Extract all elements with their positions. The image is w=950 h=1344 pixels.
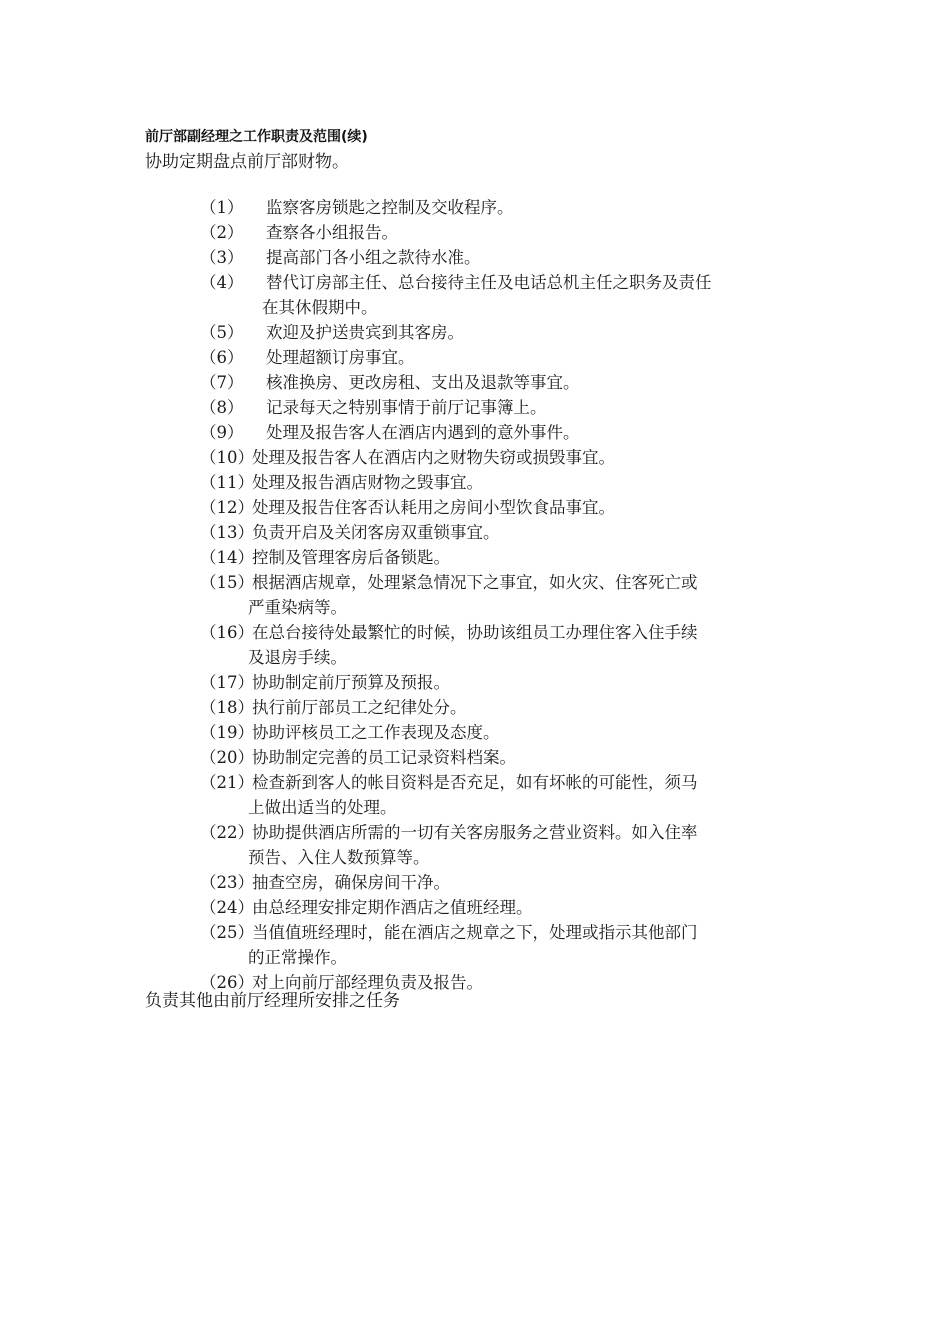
list-item xyxy=(200,445,820,470)
duty-list xyxy=(200,195,820,995)
item-text-block xyxy=(252,520,820,545)
item-number: （25） xyxy=(200,923,254,942)
closing-paragraph: 负责其他由前厅经理所安排之任务 xyxy=(145,991,400,1011)
item-number: （16） xyxy=(200,623,254,642)
item-text-block xyxy=(252,895,820,920)
item-text-block xyxy=(248,620,820,670)
item-number: （4） xyxy=(200,273,244,292)
page-title: 前厅部副经理之工作职责及范围(续) xyxy=(145,129,368,145)
item-text: 提高部门各小组之款待水准。 xyxy=(266,248,481,267)
item-text-block xyxy=(266,220,820,245)
item-text-block xyxy=(252,670,820,695)
item-number: （9） xyxy=(200,423,244,442)
item-text-block xyxy=(252,870,820,895)
list-item xyxy=(200,820,820,870)
item-text-block xyxy=(248,820,820,870)
list-item xyxy=(200,495,820,520)
item-number: （1） xyxy=(200,198,244,217)
item-number: （10） xyxy=(200,448,254,467)
item-text-block xyxy=(262,270,820,320)
list-item xyxy=(200,570,820,620)
item-text: 处理及报告客人在酒店内遇到的意外事件。 xyxy=(266,423,580,442)
item-number: （21） xyxy=(200,773,254,792)
item-number: （14） xyxy=(200,548,254,567)
item-text: 协助制定前厅预算及预报。 xyxy=(252,673,450,692)
item-number: （26） xyxy=(200,973,254,992)
item-text: 核准换房、更改房租、支出及退款等事宜。 xyxy=(266,373,580,392)
item-text-block xyxy=(252,745,820,770)
item-text-continuation: 及退房手续。 xyxy=(248,648,347,667)
item-number: （12） xyxy=(200,498,254,517)
item-number: （22） xyxy=(200,823,254,842)
item-number: （18） xyxy=(200,698,254,717)
list-item xyxy=(200,670,820,695)
item-text-block xyxy=(266,195,820,220)
list-item xyxy=(200,770,820,820)
list-item xyxy=(200,520,820,545)
item-text: 监察客房锁匙之控制及交收程序。 xyxy=(266,198,514,217)
list-item xyxy=(200,345,820,370)
item-text-continuation: 预告、入住人数预算等。 xyxy=(248,848,430,867)
list-item xyxy=(200,870,820,895)
item-text: 检查新到客人的帐目资料是否充足，如有坏帐的可能性，须马 xyxy=(252,773,698,792)
list-item xyxy=(200,220,820,245)
list-item xyxy=(200,920,820,970)
item-number: （23） xyxy=(200,873,254,892)
item-number: （11） xyxy=(200,473,254,492)
item-text-continuation: 的正常操作。 xyxy=(248,948,347,967)
item-text: 抽查空房，确保房间干净。 xyxy=(252,873,450,892)
item-text-block xyxy=(252,720,820,745)
item-number: （24） xyxy=(200,898,254,917)
item-number: （6） xyxy=(200,348,244,367)
item-text-block xyxy=(248,770,820,820)
list-item xyxy=(200,245,820,270)
list-item xyxy=(200,620,820,670)
item-text-continuation: 严重染病等。 xyxy=(248,598,347,617)
item-text-block xyxy=(252,695,820,720)
list-item xyxy=(200,470,820,495)
item-text: 替代订房部主任、总台接待主任及电话总机主任之职务及责任 xyxy=(266,273,712,292)
item-text-block xyxy=(252,445,820,470)
item-number: （8） xyxy=(200,398,244,417)
list-item xyxy=(200,370,820,395)
item-text-block xyxy=(252,495,820,520)
item-text: 由总经理安排定期作酒店之值班经理。 xyxy=(252,898,533,917)
item-number: （7） xyxy=(200,373,244,392)
item-text-block xyxy=(248,920,820,970)
item-text: 协助提供酒店所需的一切有关客房服务之营业资料。如入住率 xyxy=(252,823,698,842)
item-number: （17） xyxy=(200,673,254,692)
item-text: 协助制定完善的员工记录资料档案。 xyxy=(252,748,516,767)
item-text-block xyxy=(252,470,820,495)
item-number: （13） xyxy=(200,523,254,542)
list-item xyxy=(200,545,820,570)
item-number: （15） xyxy=(200,573,254,592)
item-text-block xyxy=(266,345,820,370)
item-text-block xyxy=(266,370,820,395)
item-text: 根据酒店规章，处理紧急情况下之事宜，如火灾、住客死亡或 xyxy=(252,573,698,592)
item-text-continuation: 在其休假期中。 xyxy=(262,298,378,317)
item-text-continuation: 上做出适当的处理。 xyxy=(248,798,397,817)
item-text-block xyxy=(266,395,820,420)
list-item xyxy=(200,745,820,770)
item-number: （5） xyxy=(200,323,244,342)
item-text: 执行前厅部员工之纪律处分。 xyxy=(252,698,467,717)
item-text: 处理超额订房事宜。 xyxy=(266,348,415,367)
item-text-block xyxy=(266,320,820,345)
item-text: 处理及报告住客否认耗用之房间小型饮食品事宜。 xyxy=(252,498,615,517)
list-item xyxy=(200,395,820,420)
item-number: （2） xyxy=(200,223,244,242)
item-text: 负责开启及关闭客房双重锁事宜。 xyxy=(252,523,500,542)
item-text: 处理及报告酒店财物之毁事宜。 xyxy=(252,473,483,492)
item-number: （20） xyxy=(200,748,254,767)
list-item xyxy=(200,270,820,320)
item-text: 对上向前厅部经理负责及报告。 xyxy=(252,973,483,992)
item-text: 控制及管理客房后备锁匙。 xyxy=(252,548,450,567)
item-text: 记录每天之特别事情于前厅记事簿上。 xyxy=(266,398,547,417)
list-item xyxy=(200,320,820,345)
intro-paragraph: 协助定期盘点前厅部财物。 xyxy=(145,152,349,172)
item-text: 欢迎及护送贵宾到其客房。 xyxy=(266,323,464,342)
item-text: 当值值班经理时，能在酒店之规章之下，处理或指示其他部门 xyxy=(252,923,698,942)
item-number: （3） xyxy=(200,248,244,267)
list-item xyxy=(200,895,820,920)
list-item xyxy=(200,720,820,745)
item-text: 在总台接待处最繁忙的时候，协助该组员工办理住客入住手续 xyxy=(252,623,698,642)
list-item xyxy=(200,695,820,720)
item-text-block xyxy=(266,245,820,270)
item-text-block xyxy=(252,545,820,570)
list-item xyxy=(200,195,820,220)
item-text-block xyxy=(266,420,820,445)
list-item xyxy=(200,420,820,445)
item-text-block xyxy=(248,570,820,620)
item-text: 处理及报告客人在酒店内之财物失窃或损毁事宜。 xyxy=(252,448,615,467)
item-text: 查察各小组报告。 xyxy=(266,223,398,242)
item-number: （19） xyxy=(200,723,254,742)
item-text: 协助评核员工之工作表现及态度。 xyxy=(252,723,500,742)
